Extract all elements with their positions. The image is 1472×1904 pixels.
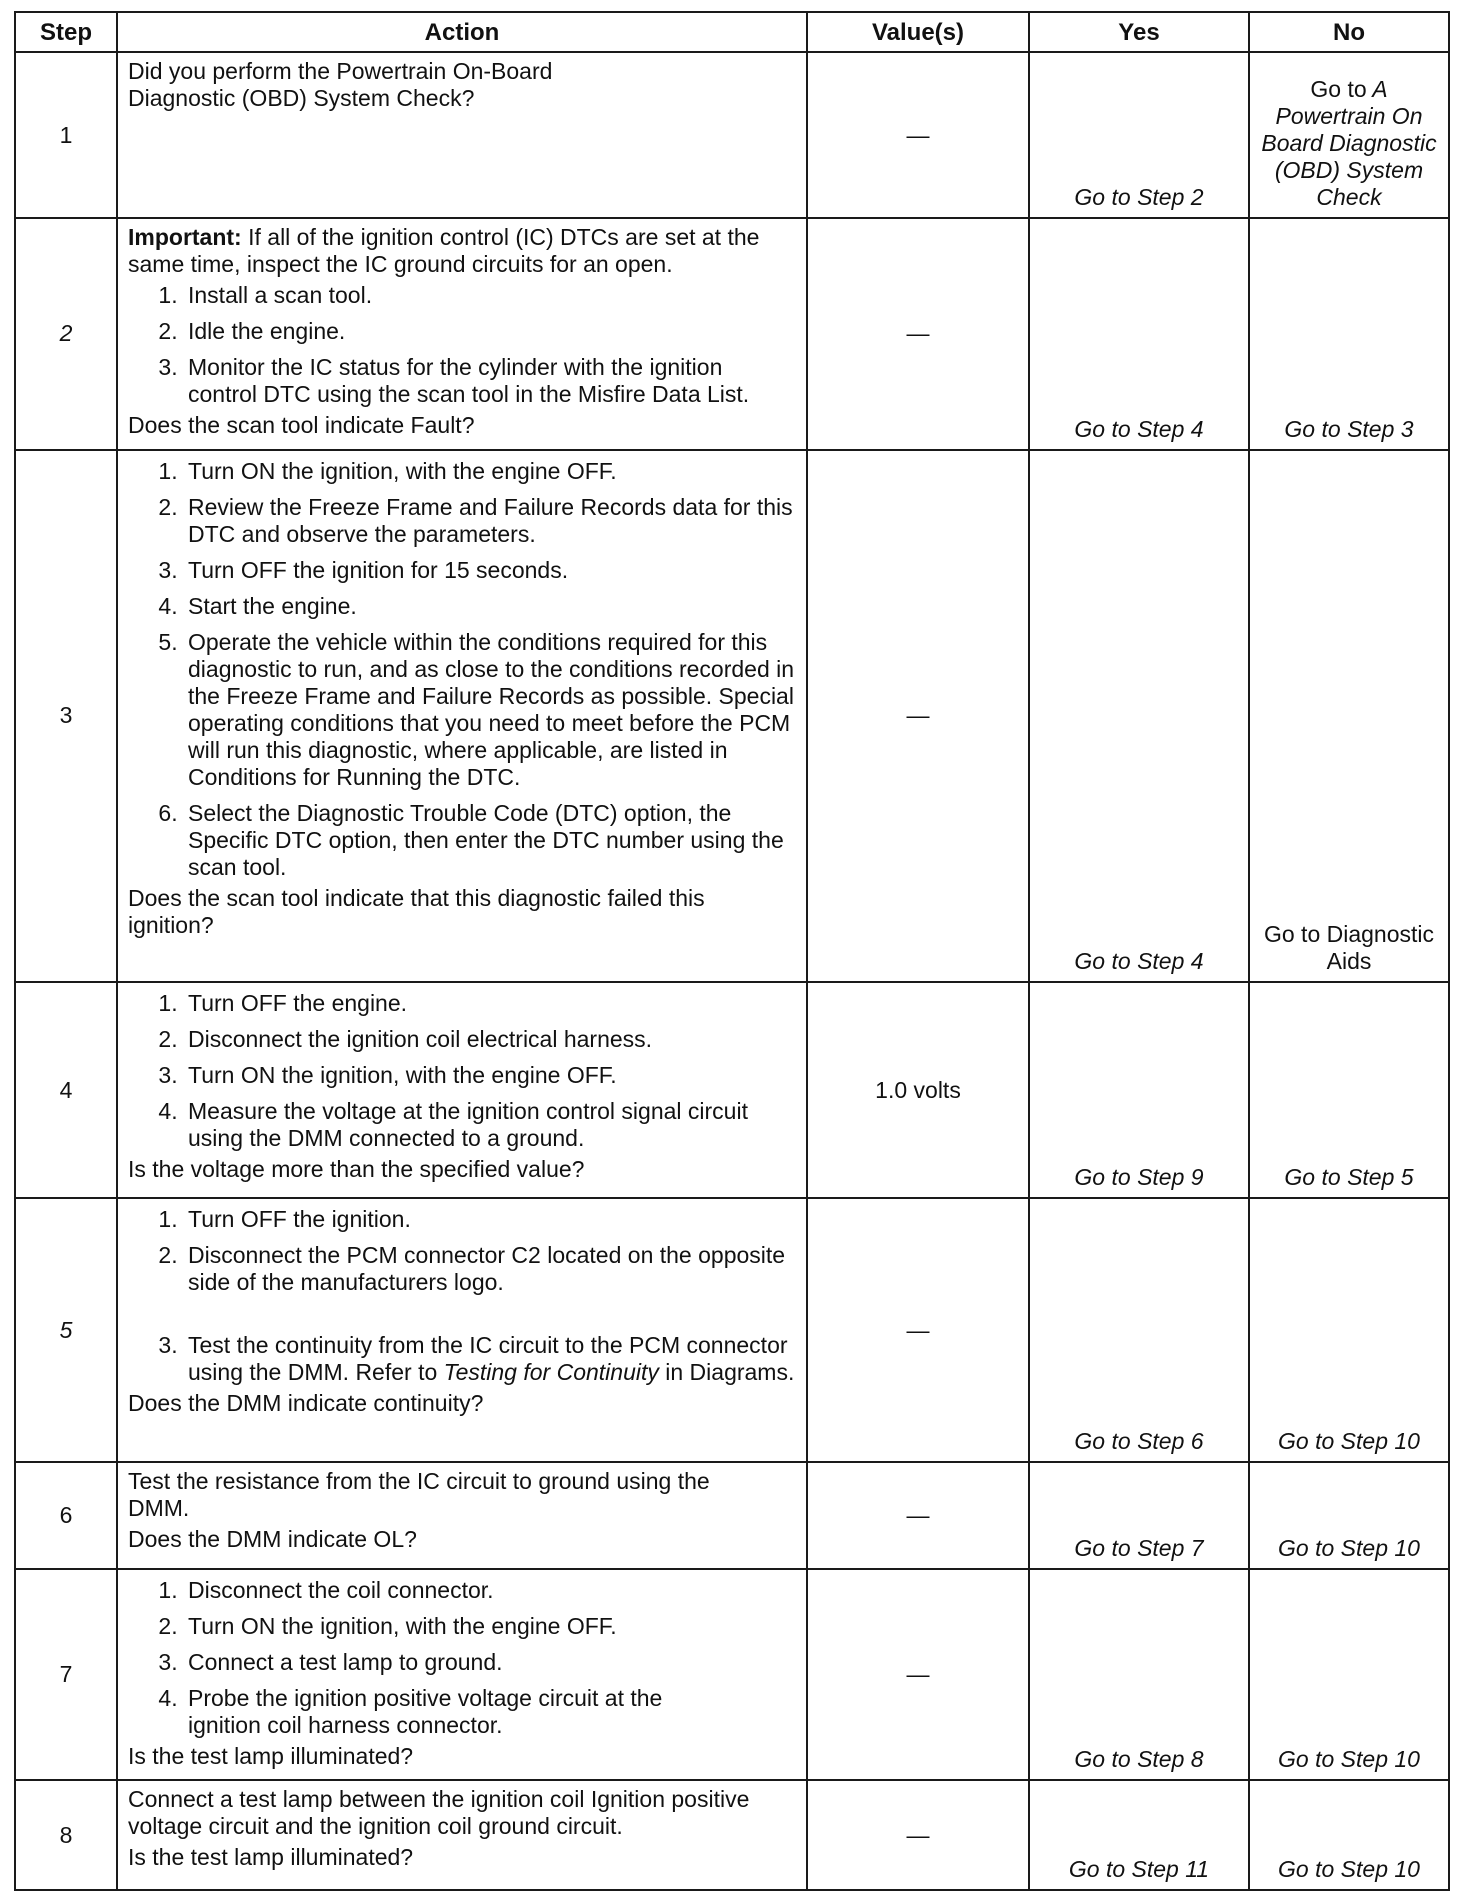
action-steps [128,1577,796,1739]
action-step: 1. Turn OFF the engine. [184,990,796,1017]
action-cell [117,1462,807,1570]
no-reference: A Powertrain On Board Diagnostic (OBD) System Check [1261,76,1437,211]
no-cell [1249,52,1449,218]
action-question: Does the DMM indicate continuity? [128,1390,484,1417]
action-text: Test the resistance from the IC circuit to ground using the DMM. [128,1467,710,1521]
yes-cell: Go to Step 9 [1029,982,1249,1198]
step-number: 5 [15,1198,117,1462]
action-step: 4. Measure the voltage at the ignition control signal circuit using the DMM connected to a ground. [184,1098,796,1152]
action-step: 2. Disconnect the PCM connector C2 located on the opposite side of the manufacturers logo. [184,1242,796,1296]
step-number: 1 [15,52,117,218]
yes-cell: Go to Step 4 [1029,218,1249,449]
yes-cell: Go to Step 4 [1029,450,1249,983]
action-step: 1. Turn OFF the ignition. [184,1206,796,1233]
step-number: 4 [15,982,117,1198]
value-cell: 1.0 volts [807,982,1029,1198]
diagnostic-table [14,11,1450,1891]
action-steps [128,990,796,1152]
action-cell [117,218,807,449]
yes-cell: Go to Step 11 [1029,1780,1249,1890]
no-cell: Go to Step 5 [1249,982,1449,1198]
action-cell [117,1198,807,1462]
value-cell: — [807,1462,1029,1570]
action-steps [128,282,796,408]
action-step: 3. Monitor the IC status for the cylinder with the ignition control DTC using the scan tool in the Misfire Data List. [184,354,796,408]
action-step: 2. Idle the engine. [184,318,796,345]
step-reference: Testing for Continuity [443,1359,659,1386]
action-step: 1. Disconnect the coil connector. [184,1577,796,1604]
action-step: 5. Operate the vehicle within the conditions required for this diagnostic to run, and as close to the conditions recorded in the Freeze Frame and Failure Records as possible. Special operating conditions that you need to meet before the PCM will run this diagnostic, where applicable, are listed in Conditions for Running the DTC. [184,629,796,791]
value-cell: — [807,1780,1029,1890]
action-step: 3. Connect a test lamp to ground. [184,1649,796,1676]
value-cell: — [807,450,1029,983]
important-note [128,224,796,278]
header-yes: Yes [1029,12,1249,52]
step-number: 7 [15,1569,117,1780]
step-number: 8 [15,1780,117,1890]
action-steps [128,1206,796,1386]
action-step: 1. Install a scan tool. [184,282,796,309]
yes-cell: Go to Step 8 [1029,1569,1249,1780]
action-question: Does the DMM indicate OL? [128,1525,417,1552]
no-cell: Go to Step 10 [1249,1569,1449,1780]
no-prefix: Go to [1310,76,1367,103]
action-cell [117,982,807,1198]
action-step: 4. Start the engine. [184,593,796,620]
yes-cell: Go to Step 2 [1029,52,1249,218]
important-text: If all of the ignition control (IC) DTCs are set at the same time, inspect the IC ground circuits for an open. [128,224,760,278]
header-no: No [1249,12,1449,52]
action-step: 3. Turn ON the ignition, with the engine OFF. [184,1062,796,1089]
no-cell: Go to Diagnostic Aids [1249,450,1449,983]
no-cell: Go to Step 10 [1249,1780,1449,1890]
table-row [15,1462,1449,1570]
action-step [184,1332,796,1386]
step-number: 6 [15,1462,117,1570]
step-text: Test the continuity from the IC circuit to the PCM connector using the DMM. Refer to [188,1332,788,1386]
action-step: 6. Select the Diagnostic Trouble Code (DTC) option, the Specific DTC option, then enter the DTC number using the scan tool. [184,800,796,881]
action-question: Is the test lamp illuminated? [128,1844,414,1871]
no-cell: Go to Step 3 [1249,218,1449,449]
table-row [15,218,1449,449]
action-cell [117,1780,807,1890]
action-text: Did you perform the Powertrain On-Board Diagnostic (OBD) System Check? [128,58,553,111]
value-cell: — [807,52,1029,218]
step-number: 3 [15,450,117,983]
table-row [15,1569,1449,1780]
table-row [15,450,1449,983]
action-question: Is the test lamp illuminated? [128,1743,414,1770]
step-number: 2 [15,218,117,449]
action-cell [117,450,807,983]
value-cell: — [807,1198,1029,1462]
action-question: Is the voltage more than the specified value? [128,1156,585,1183]
yes-cell: Go to Step 7 [1029,1462,1249,1570]
action-text: Connect a test lamp between the ignition coil Ignition positive voltage circuit and the ignition coil ground circuit. [128,1786,750,1840]
no-cell: Go to Step 10 [1249,1462,1449,1570]
table-row [15,1198,1449,1462]
action-question: Does the scan tool indicate that this diagnostic failed this ignition? [128,884,705,938]
header-action: Action [117,12,807,52]
action-step: 3. Turn OFF the ignition for 15 seconds. [184,557,796,584]
table-row [15,982,1449,1198]
action-steps [128,458,796,881]
action-cell [117,1569,807,1780]
header-row [15,12,1449,52]
action-step: 1. Turn ON the ignition, with the engine OFF. [184,458,796,485]
action-cell [117,52,807,218]
action-question: Does the scan tool indicate Fault? [128,412,475,439]
action-step: 4. Probe the ignition positive voltage circuit at the ignition coil harness connector. [184,1685,796,1739]
header-values: Value(s) [807,12,1029,52]
value-cell: — [807,1569,1029,1780]
action-step: 2. Disconnect the ignition coil electrical harness. [184,1026,796,1053]
table-row [15,1780,1449,1890]
action-step: 2. Review the Freeze Frame and Failure Records data for this DTC and observe the parameters. [184,494,796,548]
header-step: Step [15,12,117,52]
no-cell: Go to Step 10 [1249,1198,1449,1462]
step-text: in Diagrams. [665,1359,795,1386]
important-label: Important: [128,224,242,251]
action-step: 2. Turn ON the ignition, with the engine OFF. [184,1613,796,1640]
yes-cell: Go to Step 6 [1029,1198,1249,1462]
table-row [15,52,1449,218]
value-cell: — [807,218,1029,449]
